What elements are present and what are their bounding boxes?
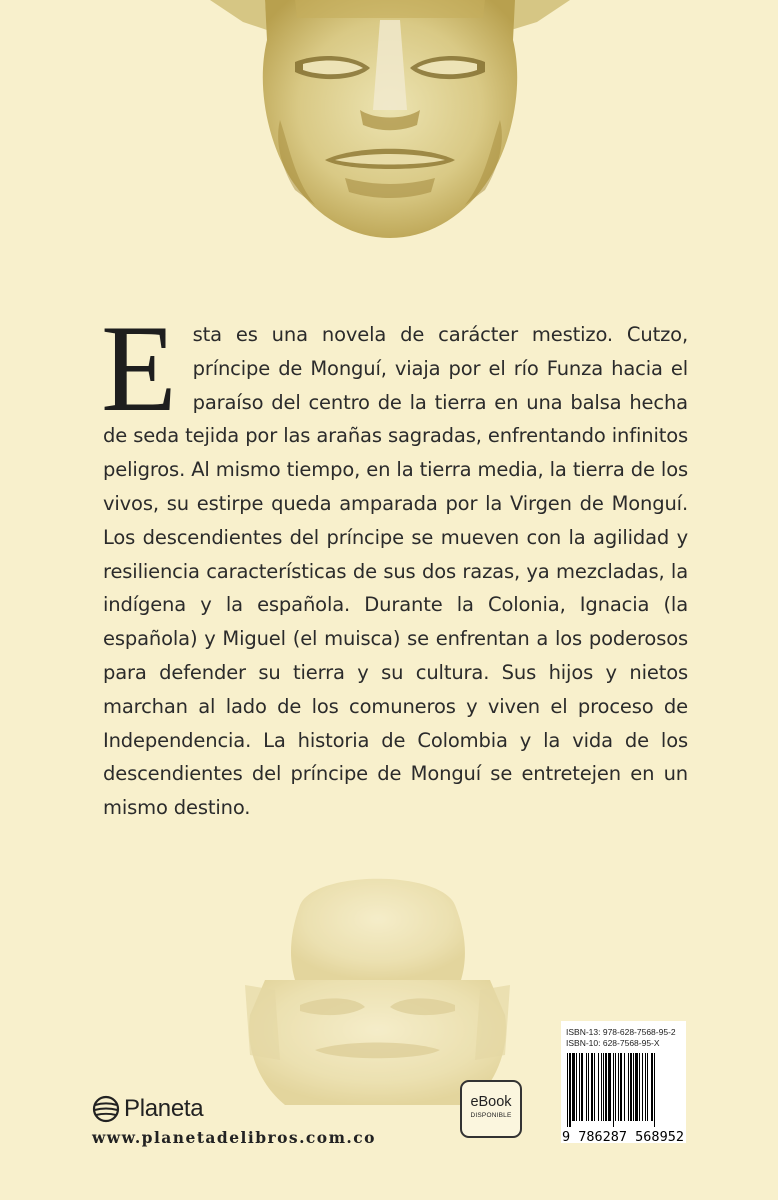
barcode-stripe xyxy=(633,1053,634,1121)
barcode-stripe xyxy=(654,1053,655,1127)
gold-mask-illustration xyxy=(195,0,585,240)
barcode-stripe xyxy=(603,1053,604,1121)
barcode-stripe xyxy=(591,1053,593,1121)
barcode-stripe xyxy=(624,1053,625,1121)
barcode-stripe xyxy=(645,1053,646,1121)
barcode-stripe xyxy=(635,1053,638,1121)
barcode-stripe xyxy=(628,1053,629,1121)
barcode-digits: 9 786287 568952 xyxy=(562,1129,684,1143)
synopsis-text: sta es una novela de carácter mestizo. Cutzo, príncipe de Monguí, viaja por el río Funza hacia el paraíso del centro de la tierra en una balsa hecha de seda tejida por las arañas sagradas, enfrentando infinitos peligros. Al mismo tiempo, en la tierra media, la tierra de los vivos, su estirpe queda amparada por la Virgen de Monguí. Los descendientes del príncipe se mueven con la agilidad y resiliencia características de sus dos razas, ya mezcladas, la indígena y la española. Durante la Colonia, Ignacia (la española) y Miguel (el muisca) se enfrentan a los poderosos para defender su tierra y su cultura. Sus hijos y nietos marchan al lado de los comuneros y viven el proceso de Independencia. La historia de Colombia y la vida de los descendientes del príncipe de Monguí se entretejen en un mismo destino. xyxy=(103,323,688,820)
ebook-available-badge xyxy=(460,1080,522,1138)
synopsis-paragraph xyxy=(101,300,688,825)
barcode-stripe xyxy=(567,1053,568,1127)
barcode-stripe xyxy=(620,1053,622,1121)
barcode-stripe xyxy=(618,1053,619,1121)
barcode-stripe xyxy=(586,1053,587,1121)
ebook-badge-title: eBook xyxy=(470,1094,512,1110)
publisher-name: Planeta xyxy=(124,1095,204,1122)
barcode-stripe xyxy=(647,1053,648,1121)
barcode-stripe xyxy=(615,1053,616,1121)
barcode-stripe xyxy=(601,1053,602,1121)
publisher-url: www.planetadelibros.com.co xyxy=(92,1128,376,1147)
barcode-stripe xyxy=(569,1053,571,1127)
globe-logo-icon xyxy=(92,1095,120,1123)
isbn-barcode xyxy=(561,1021,686,1143)
barcode-stripe xyxy=(579,1053,580,1121)
barcode-stripe xyxy=(576,1053,577,1121)
barcode-stripe xyxy=(608,1053,611,1121)
barcode-bars xyxy=(561,1051,686,1143)
barcode-stripe xyxy=(581,1053,583,1121)
barcode-stripe xyxy=(630,1053,632,1121)
drop-cap-letter: E xyxy=(101,300,177,437)
barcode-stripe xyxy=(572,1053,575,1121)
faded-mask-illustration xyxy=(205,865,550,1105)
isbn13-label: ISBN-13: 978-628-7568-95-2 xyxy=(566,1027,676,1037)
barcode-stripe xyxy=(605,1053,607,1121)
barcode-stripe xyxy=(639,1053,640,1121)
barcode-stripe xyxy=(594,1053,595,1121)
barcode-stripe xyxy=(651,1053,653,1121)
barcode-stripe xyxy=(642,1053,643,1121)
barcode-stripe xyxy=(588,1053,589,1121)
barcode-stripe xyxy=(598,1053,599,1121)
planeta-logo xyxy=(92,1095,203,1123)
ebook-badge-subtitle: DISPONIBLE xyxy=(470,1112,512,1119)
isbn10-label: ISBN-10: 628-7568-95-X xyxy=(566,1038,660,1048)
barcode-stripe xyxy=(613,1053,614,1127)
